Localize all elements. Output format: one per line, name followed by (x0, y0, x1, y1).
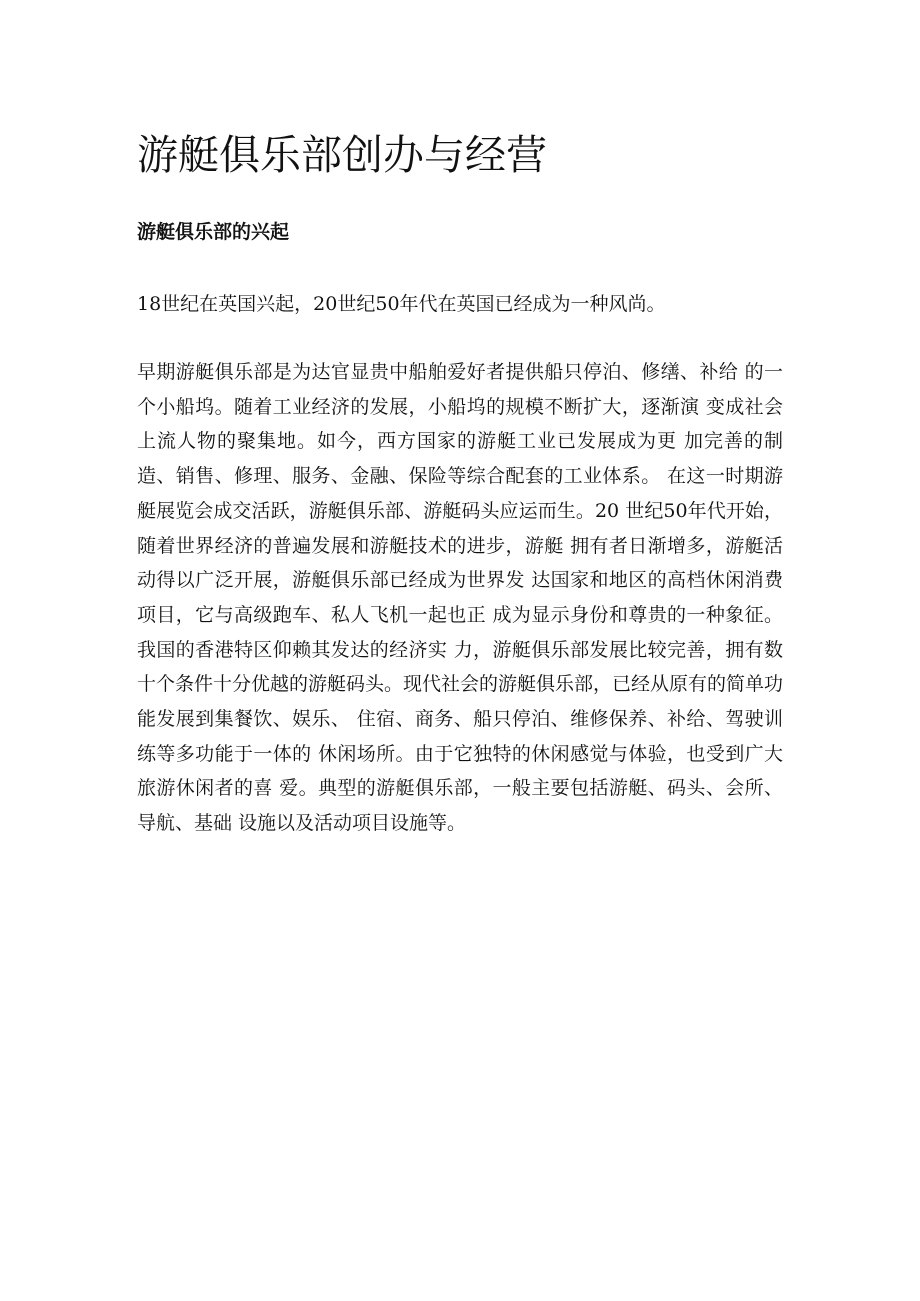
document-title: 游艇俱乐部创办与经营 (137, 131, 547, 179)
intro-paragraph: 18世纪在英国兴起，20世纪50年代在英国已经成为一种风尚。 (137, 293, 666, 315)
main-paragraph: 早期游艇俱乐部是为达官显贵中船舶爱好者提供船只停泊、修缮、补给 的一个小船坞。随着工业经济的发展，小船坞的规模不断扩大，逐渐演 变成社会上流人物的聚集地。如今，西方国家的游艇工业已发展成为更 加完善的制造、销售、修理、服务、金融、保险等综合配套的工业体系。 在这一时期游艇展览会成交活跃，游艇俱乐部、游艇码头应运而生。20 世纪50年代开始，随着世界经济的普遍发展和游艇技术的进步，游艇 拥有者日渐增多，游艇活动得以广泛开展，游艇俱乐部已经成为世界发 达国家和地区的高档休闲消费项目，它与高级跑车、私人飞机一起也正 成为显示身份和尊贵的一种象征。我国的香港特区仰赖其发达的经济实 力，游艇俱乐部发展比较完善，拥有数十个条件十分优越的游艇码头。现代社会的游艇俱乐部，已经从原有的简单功能发展到集餐饮、娱乐、 住宿、商务、船只停泊、维修保养、补给、驾驶训练等多功能于一体的 休闲场所。由于它独特的休闲感觉与体验，也受到广大旅游休闲者的喜 爱。典型的游艇俱乐部，一般主要包括游艇、码头、会所、导航、基础 设施以及活动项目设施等。 (137, 361, 784, 835)
section-heading: 游艇俱乐部的兴起 (137, 221, 290, 243)
